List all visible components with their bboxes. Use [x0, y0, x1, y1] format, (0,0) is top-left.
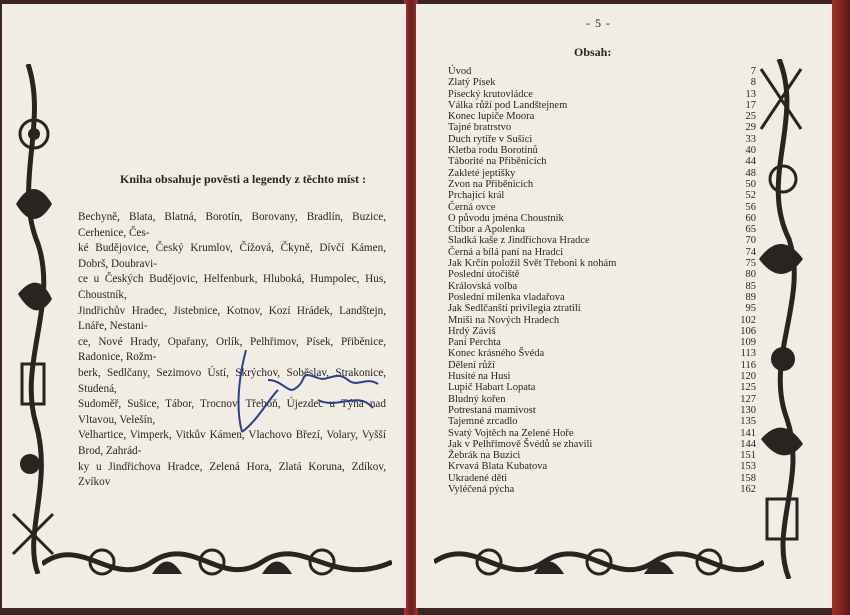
- toc-entry: [448, 382, 756, 393]
- toc-entry-page: 116: [740, 359, 756, 371]
- toc-entry: [448, 281, 756, 292]
- toc-entry-title: Husité na Husi: [448, 371, 511, 383]
- toc-entry: [448, 473, 756, 484]
- toc-entry: [448, 484, 756, 495]
- toc-entry-page: 85: [745, 280, 756, 292]
- toc-entry: [448, 145, 756, 156]
- toc-entry-page: 8: [750, 77, 756, 89]
- toc-entry: [448, 179, 756, 190]
- right-bottom-ornament: [434, 534, 764, 589]
- toc-entry-title: Svatý Vojtěch na Zelené Hoře: [448, 427, 574, 439]
- toc-entry-title: Krvavá Blata Kubatova: [448, 461, 548, 473]
- toc-entry: [448, 315, 756, 326]
- left-bottom-ornament: [42, 534, 392, 589]
- toc-entry: [448, 371, 756, 382]
- toc-entry-page: 113: [740, 348, 756, 360]
- toc-entry-page: 144: [740, 438, 756, 450]
- toc-entry-page: 151: [740, 450, 756, 462]
- handwritten-signature: [228, 340, 388, 440]
- places-line: ky u Jindřichova Hradce, Zelená Hora, Zlatá Koruna, Zdíkov, Zvíkov: [78, 460, 386, 489]
- toc-entry-title: Jak Krčín položil Svět Třeboni k nohám: [448, 258, 617, 270]
- toc-entry-title: Hrdý Záviš: [448, 325, 496, 337]
- toc-entry-page: 102: [740, 314, 756, 326]
- toc-entry-title: Jak v Pelhřimově Švédů se zhavili: [448, 438, 593, 450]
- toc-entry-title: Zvon na Přiběnicích: [448, 178, 534, 190]
- toc-entry: [448, 134, 756, 145]
- left-page: [2, 4, 406, 608]
- toc-entry-title: Válka růží pod Landštejnem: [448, 99, 568, 111]
- toc-entry-page: 56: [745, 201, 756, 213]
- toc-entry-page: 127: [740, 393, 756, 405]
- toc-entry-title: Vyléčená pýcha: [448, 483, 515, 495]
- toc-entry-page: 60: [745, 212, 756, 224]
- toc-entry-page: 50: [745, 178, 756, 190]
- places-line: berk, Sedlčany, Sezimovo Ústí, Skrýchov, Soběslav, Strakonice, Studená,: [78, 366, 386, 395]
- right-ornamental-border: [749, 59, 815, 579]
- places-line: Sudoměř, Sušice, Tábor, Trocnov, Třeboň, Újezdec u Týna nad Vltavou, Velešín,: [78, 398, 386, 426]
- toc-entry-title: Tajemné zrcadlo: [448, 416, 518, 428]
- toc-entry-title: Dělení růží: [448, 359, 495, 371]
- toc-entry: [448, 202, 756, 213]
- toc-entry: [448, 439, 756, 450]
- toc-entry-title: Duch rytíře v Sušici: [448, 133, 533, 145]
- places-line: Velhartice, Vimperk, Vitkův Kámen, Vlachovo Březí, Volary, Vyšší Brod, Zahrád-: [78, 429, 386, 457]
- toc-entry-title: Paní Perchta: [448, 337, 501, 349]
- places-heading: Kniha obsahuje pověsti a legendy z těchto míst :: [120, 172, 366, 186]
- toc-entry-title: Táborité na Přiběnicích: [448, 156, 547, 168]
- toc-entry: [448, 360, 756, 371]
- toc-entry-title: Konec krásného Švéda: [448, 348, 545, 360]
- toc-entry: [448, 348, 756, 359]
- toc-entry-title: Poslední milenka vladařova: [448, 291, 565, 303]
- toc-entry-page: 7: [750, 66, 756, 77]
- toc-entry: [448, 111, 756, 122]
- toc-entry-title: Zlatý Písek: [448, 77, 496, 89]
- toc-entry: [448, 292, 756, 303]
- toc-entry-title: O původu jména Choustník: [448, 212, 564, 224]
- toc-entry-title: Poslední útočiště: [448, 269, 520, 281]
- toc-entry-title: Sladká kaše z Jindřichova Hradce: [448, 235, 590, 247]
- places-line: ce u Českých Budějovic, Helfenburk, Hluboká, Humpolec, Hus, Choustník,: [78, 273, 386, 301]
- toc-entry: [448, 416, 756, 427]
- toc-entry-page: 130: [740, 404, 756, 416]
- toc-entry-title: Královská volba: [448, 280, 518, 292]
- toc-entry-title: Potrestaná mamivost: [448, 404, 536, 416]
- toc-entry-title: Černá a bílá paní na Hradci: [448, 246, 564, 258]
- toc-entry-page: 106: [740, 325, 756, 337]
- toc-entry: [448, 461, 756, 472]
- toc-entry: [448, 168, 756, 179]
- toc-entry-page: 141: [740, 427, 756, 439]
- toc-entry-page: 13: [745, 88, 756, 100]
- book-cover-edge: [832, 0, 850, 615]
- toc-entry-page: 40: [745, 145, 756, 157]
- toc-entry: [448, 235, 756, 246]
- toc-entry-title: Ukradené děti: [448, 472, 508, 484]
- places-line: ké Budějovice, Český Krumlov, Čížová, Čkyně, Dívčí Kámen, Dobrš, Doubravi-: [78, 242, 386, 270]
- toc-entry-page: 25: [745, 111, 756, 123]
- toc-entry: [448, 213, 756, 224]
- toc-entry: [448, 100, 756, 111]
- toc-entry-title: Písecký krutovládce: [448, 88, 533, 100]
- toc-entry-page: 120: [740, 371, 756, 383]
- toc-entry: [448, 326, 756, 337]
- toc-entry: [448, 428, 756, 439]
- toc-entry-title: Černá ovce: [448, 201, 496, 213]
- toc-entry-page: 89: [745, 291, 756, 303]
- toc-entry-title: Lupič Habart Lopata: [448, 382, 536, 394]
- page-number: - 5 -: [586, 16, 611, 30]
- toc-entry-page: 109: [740, 337, 756, 349]
- left-ornamental-border: [8, 64, 62, 574]
- toc-entry-title: Konec lupiče Moora: [448, 111, 535, 123]
- toc-entry: [448, 258, 756, 269]
- toc-entry-page: 74: [745, 246, 756, 258]
- toc-entry-page: 95: [745, 303, 756, 315]
- toc-entry: [448, 89, 756, 100]
- toc-entry-page: 162: [740, 483, 756, 495]
- right-page: [416, 4, 832, 608]
- toc-entry: [448, 224, 756, 235]
- toc-entry-title: Úvod: [448, 66, 472, 77]
- toc-entry-page: 33: [745, 133, 756, 145]
- toc-entry-title: Žebrák na Buzici: [448, 450, 521, 462]
- toc-entry-title: Prchající král: [448, 190, 505, 202]
- toc-entry: [448, 405, 756, 416]
- toc-entry: [448, 77, 756, 88]
- toc-entry: [448, 337, 756, 348]
- toc-entry-title: Jak Sedlčanští privilegia ztratili: [448, 303, 581, 315]
- toc-entry: [448, 394, 756, 405]
- toc-entry-page: 17: [745, 99, 756, 111]
- toc-entry: [448, 190, 756, 201]
- toc-entry-page: 135: [740, 416, 756, 428]
- toc-entry-title: Mniši na Nových Hradech: [448, 314, 560, 326]
- places-line: Jindřichův Hradec, Jistebnice, Kotnov, Kozí Hrádek, Landštejn, Lnáře, Nestani-: [78, 304, 386, 333]
- toc-entry-page: 52: [745, 190, 756, 202]
- places-line: Bechyně, Blata, Blatná, Borotín, Borovany, Bradlín, Buzice, Cerhenice, Čes-: [78, 211, 386, 239]
- toc-entry-title: Bludný kořen: [448, 393, 506, 405]
- table-of-contents: [448, 66, 756, 495]
- toc-title: Obsah:: [574, 45, 612, 59]
- toc-entry-page: 75: [745, 258, 756, 270]
- toc-entry-page: 70: [745, 235, 756, 247]
- toc-entry-title: Kletba rodu Borotínů: [448, 145, 538, 157]
- toc-entry-page: 158: [740, 472, 756, 484]
- toc-entry: [448, 247, 756, 258]
- toc-entry-page: 153: [740, 461, 756, 473]
- toc-entry-title: Ctibor a Apolenka: [448, 224, 525, 236]
- toc-entry-page: 80: [745, 269, 756, 281]
- toc-entry-title: Tajné bratrstvo: [448, 122, 512, 134]
- places-line: ce, Nové Hrady, Opařany, Orlík, Pelhřimov, Písek, Přiběnice, Radonice, Rožm-: [78, 335, 386, 364]
- toc-entry: [448, 122, 756, 133]
- toc-entry: [448, 450, 756, 461]
- toc-entry-page: 125: [740, 382, 756, 394]
- toc-entry-title: Zakleté jeptišky: [448, 167, 516, 179]
- toc-entry-page: 48: [745, 167, 756, 179]
- toc-entry: [448, 156, 756, 167]
- toc-entry-page: 65: [745, 224, 756, 236]
- toc-entry: [448, 269, 756, 280]
- toc-entry: [448, 303, 756, 314]
- toc-entry: [448, 66, 756, 77]
- toc-entry-page: 29: [745, 122, 756, 134]
- toc-entry-page: 44: [745, 156, 756, 168]
